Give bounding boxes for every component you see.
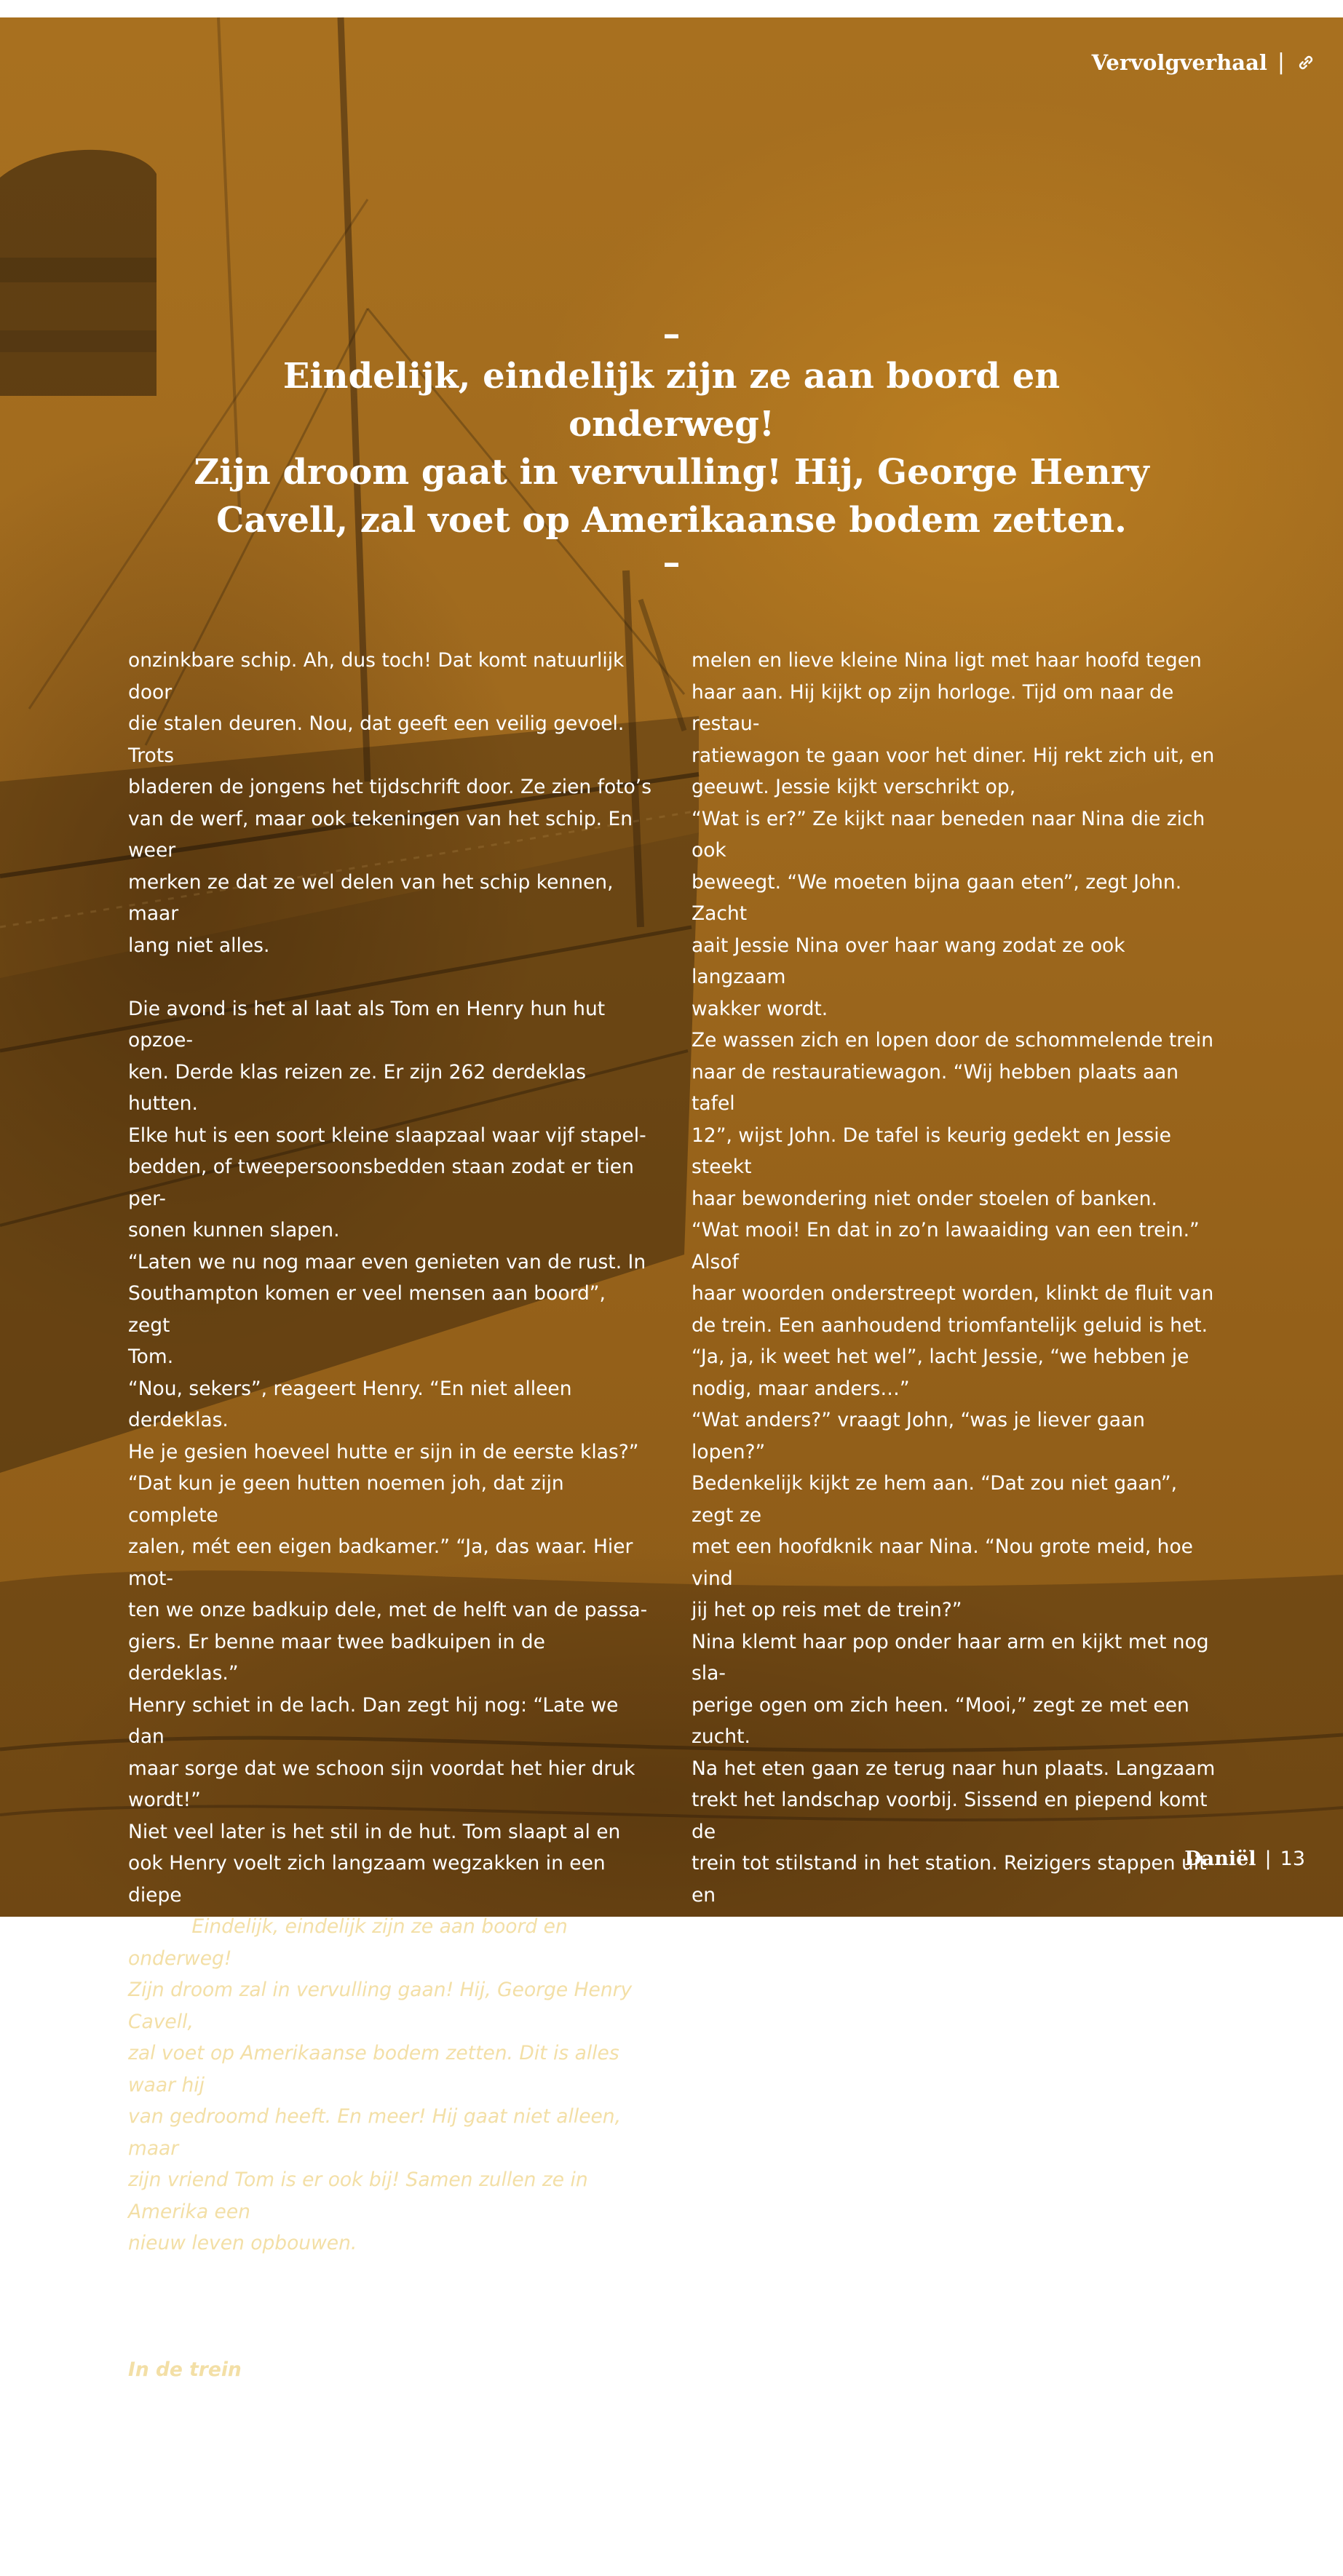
text-line: maar sorge dat we schoon sijn voordat het hier druk (128, 1757, 635, 1780)
paragraph-gap (128, 961, 652, 993)
text-line: “Wat anders?” vraagt John, “was je liever gaan lopen?” (692, 1409, 1145, 1463)
text-line-italic: zal voet op Amerikaanse bodem zetten. Dit is alles waar hij (128, 2042, 619, 2096)
text-line: “Wat mooi! En dat in zo’n lawaaiding van een trein.” Alsof (692, 1219, 1200, 1273)
pull-quote-dash-top: – (662, 314, 681, 354)
text-line: met een hoofdknik naar Nina. “Nou grote meid, hoe vind (692, 1535, 1193, 1590)
text-line: “Ja, ja, ik weet het wel”, lacht Jessie, “we hebben je (692, 1345, 1189, 1368)
text-line: perige ogen om zich heen. “Mooi,” zegt ze met een zucht. (692, 1693, 1189, 1748)
text-line: de trein. Een aanhoudend triomfantelijk geluid is het. (692, 1313, 1208, 1337)
text-line: Johns hoofd schiet voorover, hij doet snel zijn ogen open (128, 2390, 621, 2444)
text-line: van de werf, maar ook tekeningen van het schip. En weer (128, 807, 633, 862)
text-line: vertelt over een pop die met de trein reist en daarna gaat (692, 2042, 1203, 2096)
text-italic: Eindelijk, eindelijk zijn ze aan boord en onderweg! (128, 1915, 568, 1970)
text-line: voor de andere reizigers in de trein, voor zijn lieve meisje (692, 2422, 1178, 2476)
text-line: “Nou, sekers”, reageert Henry. “En niet alleen derdeklas. (128, 1377, 572, 1431)
text-line: Henry schiet in de lach. Dan zegt hij nog: “Late we dan (128, 1693, 619, 1748)
text-line: melen en lieve kleine Nina ligt met haar hoofd tegen (692, 649, 1202, 672)
text-line: op reis, naar de eeuwigheid. Hij vouwt zijn handen en bidt (692, 2358, 1211, 2413)
pull-quote-line: Cavell, zal voet op Amerikaanse bodem zetten. (216, 500, 1127, 541)
text-line: en kijkt om zich heen. Tegenover hem zit Jessie te dom- (128, 2453, 611, 2508)
text-line: ook Henry voelt zich langzaam wegzakken in een diepe (128, 1852, 606, 1907)
text-line: “Wat is er?” Ze kijkt naar beneden naar Nina die zich ook (692, 807, 1205, 862)
text-plain: Een tevreden glimlach speelt om (128, 2232, 646, 2286)
text-line: wordt!” (128, 1789, 201, 1811)
text-line: haar bewondering niet onder stoelen of banken. (692, 1187, 1157, 1210)
text-line: ken. Derde klas reizen ze. Er zijn 262 derdeklas hutten. (128, 1060, 587, 1115)
text-line-italic: zijn vriend Tom is er ook bij! Samen zullen ze in Amerika een (128, 2168, 588, 2223)
text-line: Nina klemt haar pop onder haar arm en kijkt met nog sla- (692, 1630, 1209, 1685)
text-line-italic: van gedroomd heeft. En meer! Hij gaat niet alleen, maar (128, 2105, 622, 2160)
text-line: Na het eten gaan ze terug naar hun plaats. Langzaam (692, 1757, 1216, 1780)
text-line: hij zachtjes heen en weer geschud wordt door de trein. (692, 2232, 1168, 2286)
text-line: bedelt om een verhaaltje en terwijl Jessie een verhaaltje (692, 1979, 1133, 2033)
article-column-left (128, 645, 652, 2513)
page-footer (1184, 1848, 1305, 1870)
text-line: onzinkbare schip. Ah, dus toch! Dat komt natuurlijk door (128, 649, 625, 704)
header-separator: | (1277, 49, 1285, 75)
pull-quote-dash-bottom: – (662, 542, 681, 583)
text-line: om bescherming tijdens hun lange reis. (692, 2548, 1074, 2571)
article-column-right (692, 645, 1216, 2576)
text-line: aait Jessie Nina over haar wang zodat ze ook langzaam (692, 934, 1125, 988)
text-italic: nieuw leven opbouwen. (128, 2232, 357, 2254)
text-line: haar woorden onderstreept worden, klinkt de fluit van (692, 1282, 1214, 1305)
text-line: haar aan. Hij kijkt op zijn horloge. Tijd om naar de restau- (692, 680, 1174, 735)
text-line: lang niet alles. (128, 934, 270, 957)
text-line: “Dat kun je geen hutten noemen joh, dat zijn complete (128, 1472, 564, 1527)
pull-quote-line: Zijn droom gaat in vervulling! Hij, George Henry (194, 452, 1149, 493)
text-line: merken ze dat ze wel delen van het schip kennen, maar (128, 870, 614, 925)
text-line: geeuwt. Jessie kijkt verschrikt op, (692, 776, 1016, 798)
text-line: beweegt. “We moeten bijna gaan eten”, zegt John. Zacht (692, 870, 1182, 925)
section-title: Vervolgverhaal (1091, 49, 1267, 75)
text-line: varen met een grote boot, zakken de ogen van het kleine (692, 2105, 1184, 2160)
text-line: Ze wassen zich en lopen door de schommelende trein (692, 1029, 1214, 1052)
paragraph-gap (128, 2323, 652, 2355)
text-line: sonen kunnen slapen. (128, 1219, 340, 1241)
link-icon (1295, 52, 1317, 73)
page-number: 13 (1280, 1848, 1305, 1870)
text-line: Southampton komen er veel mensen aan boord”, zegt (128, 1282, 606, 1337)
text-line: 12”, wijst John. De tafel is keurig gedekt en Jessie steekt (692, 1124, 1171, 1178)
text-plain: slaap. (128, 1915, 192, 1938)
text-line: wakker wordt. (692, 997, 828, 1020)
text-line-mixed (128, 2227, 652, 2291)
text-line: zijn lippen wanneer hij in slaap valt. (128, 2295, 475, 2318)
text-line: die stalen deuren. Nou, dat geeft een veilig gevoel. Trots (128, 712, 625, 767)
subheading: In de trein (128, 2358, 242, 2381)
text-line: bedden, of tweepersoonsbedden staan zodat er tien per- (128, 1156, 634, 1210)
text-line: nodig, maar anders…” (692, 1377, 910, 1400)
text-line: naar de restauratiewagon. “Wij hebben plaats aan tafel (692, 1060, 1179, 1115)
text-line-mixed (128, 1911, 652, 1974)
text-line: giers. Er benne maar twee badkuipen in de derdeklas.” (128, 1630, 545, 1685)
text-line: Bedenkelijk kijkt ze hem aan. “Dat zou niet gaan”, zegt ze (692, 1472, 1178, 1527)
text-line: Tom. (128, 1345, 174, 1368)
text-line: bladeren de jongens het tijdschrift door. Ze zien foto’s (128, 776, 652, 798)
text-line: Nina en nicht Jessie, die zo goed voor haar zorgt. Hij bidt (692, 2485, 1197, 2540)
text-line: trekt het landschap voorbij. Sissend en piepend komt de (692, 1789, 1208, 1843)
text-line: jij het op reis met de trein?” (692, 1599, 962, 1621)
text-line: Niet veel later is het stil in de hut. Tom slaapt al en (128, 1820, 621, 1843)
text-line: Elke hut is een soort kleine slaapzaal waar vijf stapel- (128, 1124, 646, 1147)
text-line: “Laten we nu nog maar even genieten van de rust. In (128, 1250, 646, 1273)
text-line: He je gesien hoeveel hutte er sijn in de eerste klas?” (128, 1440, 639, 1463)
footer-separator: | (1264, 1848, 1272, 1870)
text-line: trein tot stilstand in het station. Reizigers stappen uit en (692, 1852, 1207, 1907)
text-line-italic: Zijn droom zal in vervulling gaan! Hij, George Henry Cavell, (128, 1979, 633, 2033)
text-line: nieuwe reizigers stappen in. Nina kijkt haar ogen uit. Ze (692, 1915, 1202, 1970)
magazine-name: Daniël (1184, 1848, 1256, 1870)
section-header (1092, 49, 1317, 75)
text-line: ten we onze badkuip dele, met de helft van de passa- (128, 1599, 648, 1621)
text-line: meisje weer dicht. John Harper leest uit zijn Bijbel, terwijl (692, 2168, 1178, 2223)
text-line: Hij denkt aan alle mensen die op reis zijn. Ieder mens is (692, 2295, 1211, 2350)
text-line: ratiewagon te gaan voor het diner. Hij rekt zich uit, en (692, 744, 1215, 767)
pull-quote-line: Eindelijk, eindelijk zijn ze aan boord en onderweg! (282, 356, 1061, 445)
magazine-page (0, 17, 1343, 2571)
pull-quote (182, 316, 1161, 581)
text-line: Die avond is het al laat als Tom en Henry hun hut opzoe- (128, 997, 606, 1052)
text-line: zalen, mét een eigen badkamer.” “Ja, das waar. Hier mot- (128, 1535, 633, 1590)
